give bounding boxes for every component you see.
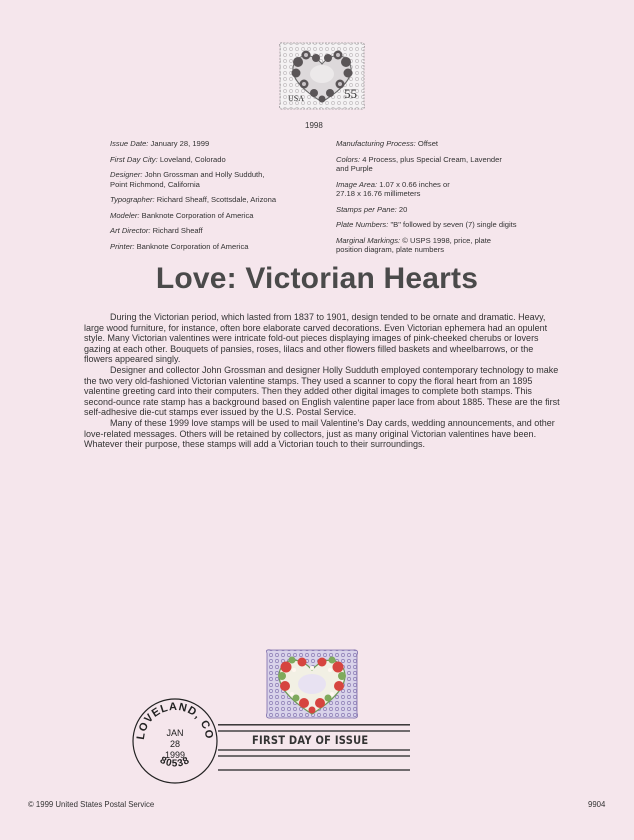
issue-date-value: January 28, 1999 — [150, 139, 210, 148]
plate-numbers-value: "B" followed by seven (7) single digits — [390, 220, 517, 229]
manufacturing-value: Offset — [417, 139, 439, 148]
postmark-year: 1999 — [164, 750, 186, 760]
printer-label: Printer: — [110, 241, 135, 251]
marginal-markings-label: Marginal Markings: — [336, 235, 401, 245]
body-text — [84, 312, 562, 450]
postmark-city: LOVELAND, CO — [134, 700, 216, 741]
modeler-value: Banknote Corporation of America — [141, 210, 254, 220]
typographer-value: Richard Sheaff, Scottsdale, Arizona — [156, 195, 277, 204]
stamps-per-pane-value: 20 — [398, 204, 408, 214]
colors-value-cont: and Purple — [336, 164, 373, 173]
top-stamp-country: USA — [288, 94, 305, 103]
info-right-column — [336, 139, 566, 261]
colors-label: Colors: — [336, 154, 361, 164]
designer-value: John Grossman and Holly Sudduth, — [144, 170, 265, 179]
bottom-stamp-image — [262, 646, 362, 722]
typographer-label: Typographer: — [110, 195, 155, 204]
body-paragraph-2: Designer and collector John Grossman and designer Holly Sudduth employed contemporary technology to make the two very old-fashioned Victorian valentine stamps. They used a scanner to copy the floral heart from an 1895 valentine greeting card into their computers. Then they added other digital images to complete both stamps. This second-ounce rate stamp has a background based on English valentine paper lace from about 1885. These are the first self-adhesive die-cut stamps ever issued by the U.S. Postal Service. — [84, 364, 560, 418]
info-left-column — [110, 139, 320, 257]
image-area-value-cont: 27.18 x 16.76 millimeters — [336, 189, 421, 198]
designer-value-cont: Point Richmond, California — [110, 179, 200, 189]
top-stamp-denomination: 55 — [344, 86, 357, 101]
image-area-label: Image Area: — [336, 179, 378, 189]
plate-numbers-label: Plate Numbers: — [336, 220, 389, 229]
marginal-markings-value-cont: position diagram, plate numbers — [336, 245, 445, 254]
art-director-label: Art Director: — [110, 226, 151, 235]
cancel-lines — [218, 724, 410, 774]
first-day-city-label: First Day City: — [110, 154, 158, 164]
art-director-value: Richard Sheaff — [152, 226, 203, 235]
manufacturing-label: Manufacturing Process: — [336, 139, 416, 148]
stamp-year: 1998 — [305, 121, 323, 130]
page-title: Love: Victorian Hearts — [155, 262, 479, 295]
postmark-month: JAN — [166, 728, 184, 738]
top-stamp-image — [276, 40, 368, 112]
colors-value: 4 Process, plus Special Cream, Lavender — [362, 154, 502, 164]
issue-date-label: Issue Date: — [110, 139, 149, 148]
postmark-day: 28 — [169, 739, 181, 749]
postmark-zip: 80538 — [158, 754, 192, 770]
marginal-markings-value: © USPS 1998, price, plate — [402, 235, 492, 245]
body-paragraph-3: Many of these 1999 love stamps will be used to mail Valentine's Day cards, wedding announcements, and other love-related messages. Others will be retained by collectors, just as many original Victorian valentines have been. Whatever their purpose, these stamps will add a Victorian touch to their surroundings. — [84, 417, 555, 450]
image-area-value: 1.07 x 0.66 inches or — [379, 179, 450, 189]
modeler-label: Modeler: — [110, 210, 140, 220]
first-day-of-issue: FIRST DAY OF ISSUE — [252, 733, 369, 747]
postmark-cancel — [128, 694, 222, 788]
footer-copyright: © 1999 United States Postal Service — [28, 800, 155, 809]
stamps-per-pane-label: Stamps per Pane: — [336, 204, 397, 214]
designer-label: Designer: — [110, 170, 143, 179]
footer-code: 9904 — [588, 800, 606, 809]
printer-value: Banknote Corporation of America — [136, 241, 249, 251]
first-day-city-value: Loveland, Colorado — [159, 154, 226, 164]
body-paragraph-1: During the Victorian period, which lasted from 1837 to 1901, design tended to be ornate and dramatic. Heavy, large wood furniture, for instance, often bore elaborate carved decorations. Even Victorian ephemera had an opulent style. Many Victorian valentines were intricate fold-out pieces displaying images of pink-cheeked cherubs or lovers gazing at each other. Bouquets of pansies, roses, lilacs and other flowers filled baskets and wheelbarrows, or the flowers appeared singly. — [84, 312, 548, 365]
